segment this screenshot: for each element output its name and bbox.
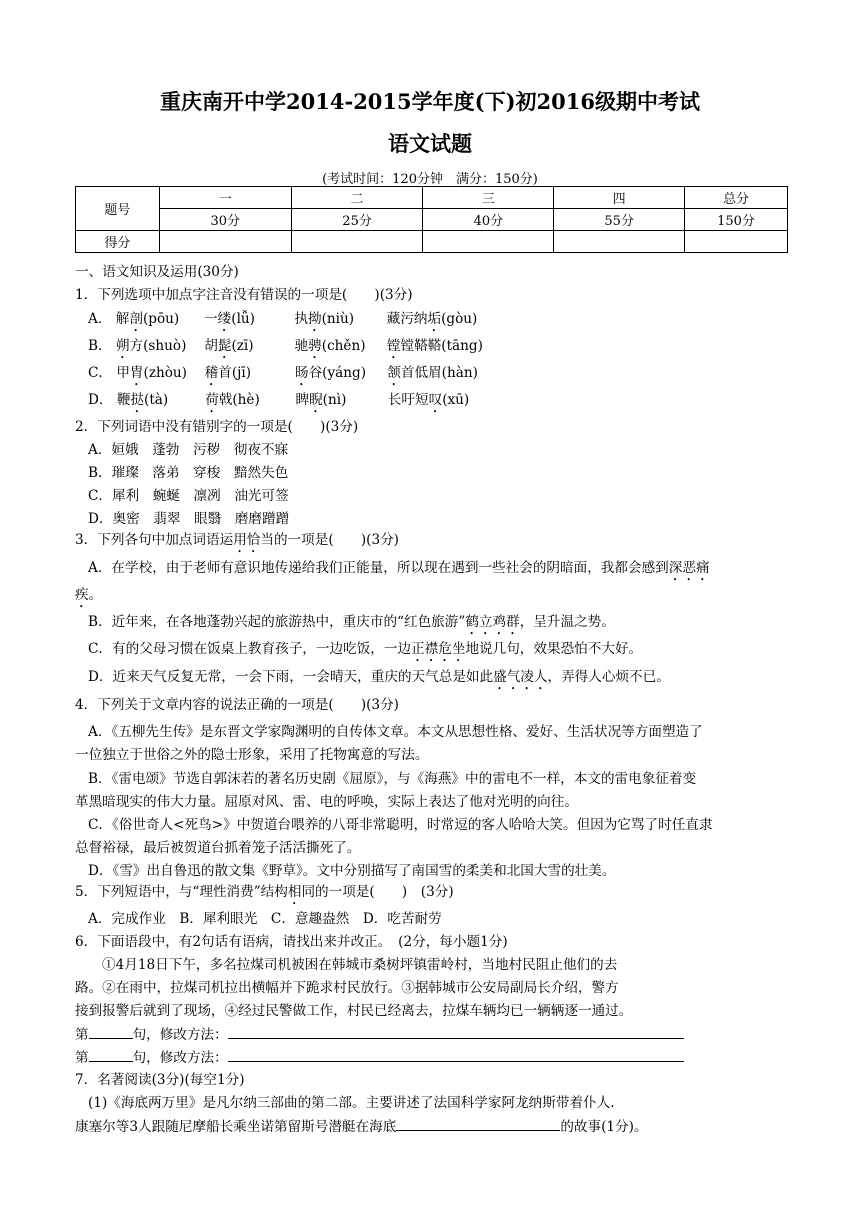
q1-a-item (204, 309, 290, 335)
score-cell-4[interactable] (554, 231, 685, 253)
q6-passage-line3: 接到报警后就到了现场，④经过民警做工作，村民已经离去，拉煤车辆均已一辆辆逐一通过。 (75, 1003, 633, 1019)
q1-option-b (88, 336, 483, 362)
q1-b2-dot: 髭 (217, 338, 232, 354)
q1-d4-pre: 长吁短 (387, 392, 429, 408)
q1-d-item (388, 392, 469, 408)
q4-option-a-line2: 一位独立于世俗之外的隐士形象，采用了托物寓意的写法。 (75, 747, 429, 763)
q1-a2-pre: 一 (204, 311, 218, 327)
q3-d-dot: 盛气凌人 (493, 669, 548, 685)
q6-fix2-sentence-blank[interactable] (89, 1047, 133, 1062)
q1-d3-dot: 睨 (309, 392, 323, 408)
q1-b4-dot: 镗 (386, 338, 401, 354)
q1-d3-post: (nì) (322, 392, 347, 408)
q6-fix1-mid: 句，修改方法： (132, 1027, 228, 1043)
q3-option-a-line2 (75, 585, 102, 611)
q1-d2-dot: 荷 (205, 392, 219, 408)
q1-c1-post: (zhòu) (143, 365, 187, 381)
q4-option-a-line1: A．《五柳先生传》是东晋文学家陶渊明的自传体文章。本文从思想性格、爱好、生活状况等方面塑造了 (88, 724, 703, 740)
section-heading: 一、语文知识及运用(30分) (75, 264, 239, 280)
q1-d-item (205, 390, 291, 416)
q1-a3-post: (niù) (321, 311, 355, 327)
q2-option-d: D．奥密 翡翠 眼翳 磨磨蹭蹭 (88, 511, 290, 527)
q1-a4-pre: 藏污纳 (386, 311, 428, 327)
q3-a-pre: A．在学校，由于老师有意识地传递给我们正能量，所以现在遇到一些社会的阴暗面，我都会感到 (88, 560, 669, 576)
q6-fix2-pre: 第 (75, 1050, 89, 1066)
q1-b-item (387, 338, 483, 354)
q1-b3-pre: 驰 (294, 338, 309, 354)
score-table-points-1: 30分 (159, 209, 291, 231)
q7-answer-blank[interactable] (396, 1116, 560, 1131)
q1-a4-dot: 垢 (427, 311, 442, 327)
q3-stem-post: 当的一项是( )(3分) (260, 532, 399, 548)
q1-d-label: D． (88, 392, 113, 408)
score-table-points-4: 55分 (554, 209, 685, 231)
q3-a-dot: 深恶痛 (668, 560, 710, 576)
q7-p2-pre: 康塞尔等3人跟随尼摩船长乘坐诺第留斯号潜艇在海底 (75, 1119, 397, 1135)
q1-c4-dot: 颔 (387, 365, 401, 381)
q7-stem: 7．名著阅读(3分)(每空1分) (75, 1072, 245, 1088)
q5-stem-dot: 相 (287, 884, 302, 900)
q4-option-c-line2: 总督裕禄，最后被贺道台抓着笼子活活撕死了。 (75, 840, 361, 856)
q1-c-item (295, 363, 383, 389)
score-table-col-2: 二 (291, 187, 423, 209)
q4-option-d: D．《雪》出自鲁迅的散文集《野草》。文中分别描写了南国雪的柔美和北国大雪的壮美。 (88, 863, 616, 879)
q1-option-d (88, 390, 469, 416)
q5-stem-pre: 5．下列短语中，与“理性消费”结构 (75, 884, 288, 900)
score-table-points-total: 150分 (685, 209, 788, 231)
q6-stem: 6．下面语段中，有2句话有语病，请找出来并改正。 (2分，每小题1分) (75, 934, 508, 950)
q1-option-c (88, 363, 478, 389)
q2-option-c: C．犀利 蜿蜒 凛冽 油光可签 (88, 488, 289, 504)
q1-d-item (295, 390, 383, 416)
q3-b-pre: B．近年来，在各地蓬勃兴起的旅游热中，重庆市的“红色旅游” (88, 614, 466, 630)
q6-fix1-sentence-blank[interactable] (89, 1024, 133, 1039)
q1-b-label: B． (88, 338, 112, 354)
q6-fix-line1 (75, 1024, 684, 1045)
score-table-points-2: 25分 (291, 209, 423, 231)
q5-stem (75, 882, 454, 908)
q3-option-b (88, 612, 615, 638)
q1-d3-pre: 睥 (295, 392, 310, 408)
q1-a3-dot: 拗 (308, 311, 322, 327)
q2-option-a: A．姮娥 蓬勃 污秽 彻夜不寐 (88, 442, 289, 458)
q1-b2-pre: 胡 (204, 338, 218, 354)
q1-a-label: A． (88, 311, 112, 327)
score-cell-2[interactable] (291, 231, 423, 253)
q1-stem: 1．下列选项中加点字注音没有错误的一项是( )(3分) (75, 287, 413, 303)
q1-a2-dot: 缕 (217, 311, 232, 327)
q3-option-a-line1 (88, 558, 710, 584)
exam-info: (考试时间：120分钟 满分：150分) (322, 172, 538, 187)
q5-stem-post: 同的一项是( ) (3分) (301, 884, 454, 900)
q1-c-item (205, 363, 291, 389)
q1-c2-post: 首(jī) (218, 365, 252, 381)
q3-a2-dot: 疾 (75, 587, 89, 603)
q1-a-item (387, 311, 478, 327)
score-table (75, 186, 788, 253)
q1-b2-post: (zī) (231, 338, 254, 354)
q4-option-c-line1: C．《俗世奇人<死鸟>》中贺道台喂养的八哥非常聪明，时常逗的客人哈哈大笑。但因为它骂了时任直隶 (88, 817, 713, 833)
score-table-col-4: 四 (554, 187, 685, 209)
q1-a1-dot: 剖 (129, 311, 143, 327)
score-cell-1[interactable] (159, 231, 291, 253)
score-table-score-label: 得分 (76, 231, 160, 253)
q3-option-d (88, 667, 670, 693)
q1-b1-post: 方(shuò) (129, 338, 187, 354)
q3-c-pre: C．有的父母习惯在饭桌上教育孩子，一边吃饭，一边 (88, 641, 412, 657)
q3-b-post: ，呈升温之势。 (519, 614, 615, 630)
score-table-points-3: 40分 (423, 209, 554, 231)
q1-d1-dot: 挞 (130, 392, 145, 408)
q1-a2-post: (lǚ) (231, 311, 255, 327)
q1-b1-dot: 朔 (115, 338, 130, 354)
q7-p2 (75, 1116, 648, 1137)
q1-a4-post: (gòu) (441, 311, 478, 327)
q1-c1-dot: 胄 (129, 365, 144, 381)
exam-title: 重庆南开中学2014-2015学年度(下)初2016级期中考试 (160, 89, 700, 114)
q1-b4-post: 镗鞳鞳(tāng) (400, 338, 483, 354)
q1-d1-post: (tà) (144, 392, 169, 408)
q1-c3-dot: 旸 (294, 365, 309, 381)
q1-a3-pre: 执 (294, 311, 308, 327)
q1-a1-pre: 解 (115, 311, 130, 327)
q1-c-item (387, 365, 478, 381)
q3-stem (75, 530, 399, 556)
q1-c2-dot: 稽 (204, 365, 219, 381)
q2-stem: 2．下列词语中没有错别字的一项是( )(3分) (75, 419, 359, 435)
q4-stem: 4．下列关于文章内容的说法正确的一项是( )(3分) (75, 697, 399, 713)
q1-b-item (295, 336, 383, 362)
q1-b3-post: (chěn) (321, 338, 366, 354)
q3-stem-dot1: 用 (233, 532, 247, 548)
q6-fix2-method-blank[interactable] (228, 1047, 684, 1062)
score-table-row-label: 题号 (76, 187, 160, 231)
q1-d2-post: 戟(hè) (218, 392, 260, 408)
q1-c4-post: 首低眉(hàn) (400, 365, 478, 381)
q6-passage-line2: 路。②在雨中，拉煤司机拉出横幅并下跪求村民放行。③据韩城市公安局副局长介绍，警方 (75, 980, 619, 996)
q1-a1-post: (pōu) (142, 311, 180, 327)
q6-fix1-pre: 第 (75, 1027, 89, 1043)
q1-option-a (88, 309, 477, 335)
score-cell-total[interactable] (685, 231, 788, 253)
q1-b3-dot: 骋 (308, 338, 322, 354)
score-table-col-total: 总分 (685, 187, 788, 209)
score-cell-3[interactable] (423, 231, 554, 253)
q3-c-dot: 正襟危坐 (411, 641, 466, 657)
q3-b-dot: 鹤立鸡群 (465, 614, 520, 630)
q1-c3-post: 谷(yáng) (308, 365, 367, 381)
q1-c-label: C． (88, 365, 112, 381)
q1-a-item (294, 309, 382, 335)
q6-passage-line1: ①4月18日下午，多名拉煤司机被困在韩城市桑树坪镇雷岭村，当地村民阻止他们的去 (102, 957, 618, 973)
q1-c1-pre: 甲 (116, 365, 130, 381)
q2-option-b: B．璀璨 落弟 穿梭 黯然失色 (88, 465, 289, 481)
score-table-col-1: 一 (159, 187, 291, 209)
q3-stem-pre: 3．下列各句中加点词语运 (75, 532, 234, 548)
q3-stem-dot2: 恰 (246, 532, 261, 548)
q7-p1: (1)《海底两万里》是凡尔纳三部曲的第二部。主要讲述了法国科学家阿龙纳斯带着仆人. (88, 1095, 615, 1111)
q1-d4-dot: 叹 (428, 392, 443, 408)
q3-d-pre: D．近来天气反复无常，一会下雨，一会晴天，重庆的天气总是如此 (88, 669, 494, 685)
q3-d-post: ，弄得人心烦不已。 (547, 669, 670, 685)
q7-p2-post: 的故事(1分)。 (560, 1119, 648, 1135)
q1-b-item (116, 336, 200, 362)
q3-c-post: 地说几句，效果恐怕不大好。 (465, 641, 643, 657)
q3-option-c (88, 639, 642, 665)
exam-subtitle: 语文试题 (388, 131, 472, 156)
q1-d-item (117, 390, 201, 416)
q1-a-item (116, 309, 200, 335)
q1-d4-post: (xū) (442, 392, 470, 408)
q6-fix1-method-blank[interactable] (228, 1024, 684, 1039)
q1-d1-pre: 鞭 (116, 392, 131, 408)
q4-option-b-line2: 革黑暗现实的伟大力量。屈原对风、雷、电的呼唤，实际上表达了他对光明的向往。 (75, 794, 578, 810)
q1-c-item (116, 363, 200, 389)
q4-option-b-line1: B．《雷电颂》节选自郭沫若的著名历史剧《屈原》，与《海燕》中的雷电不一样，本文的雷电象征着变 (88, 771, 697, 787)
score-table-col-3: 三 (423, 187, 554, 209)
q1-b-item (204, 336, 290, 362)
q3-a2-post: 。 (88, 587, 103, 603)
q5-options: A．完成作业 B．犀利眼光 C．意趣盎然 D．吃苦耐劳 (88, 911, 442, 927)
q6-fix2-mid: 句，修改方法： (132, 1050, 228, 1066)
q6-fix-line2 (75, 1047, 684, 1068)
